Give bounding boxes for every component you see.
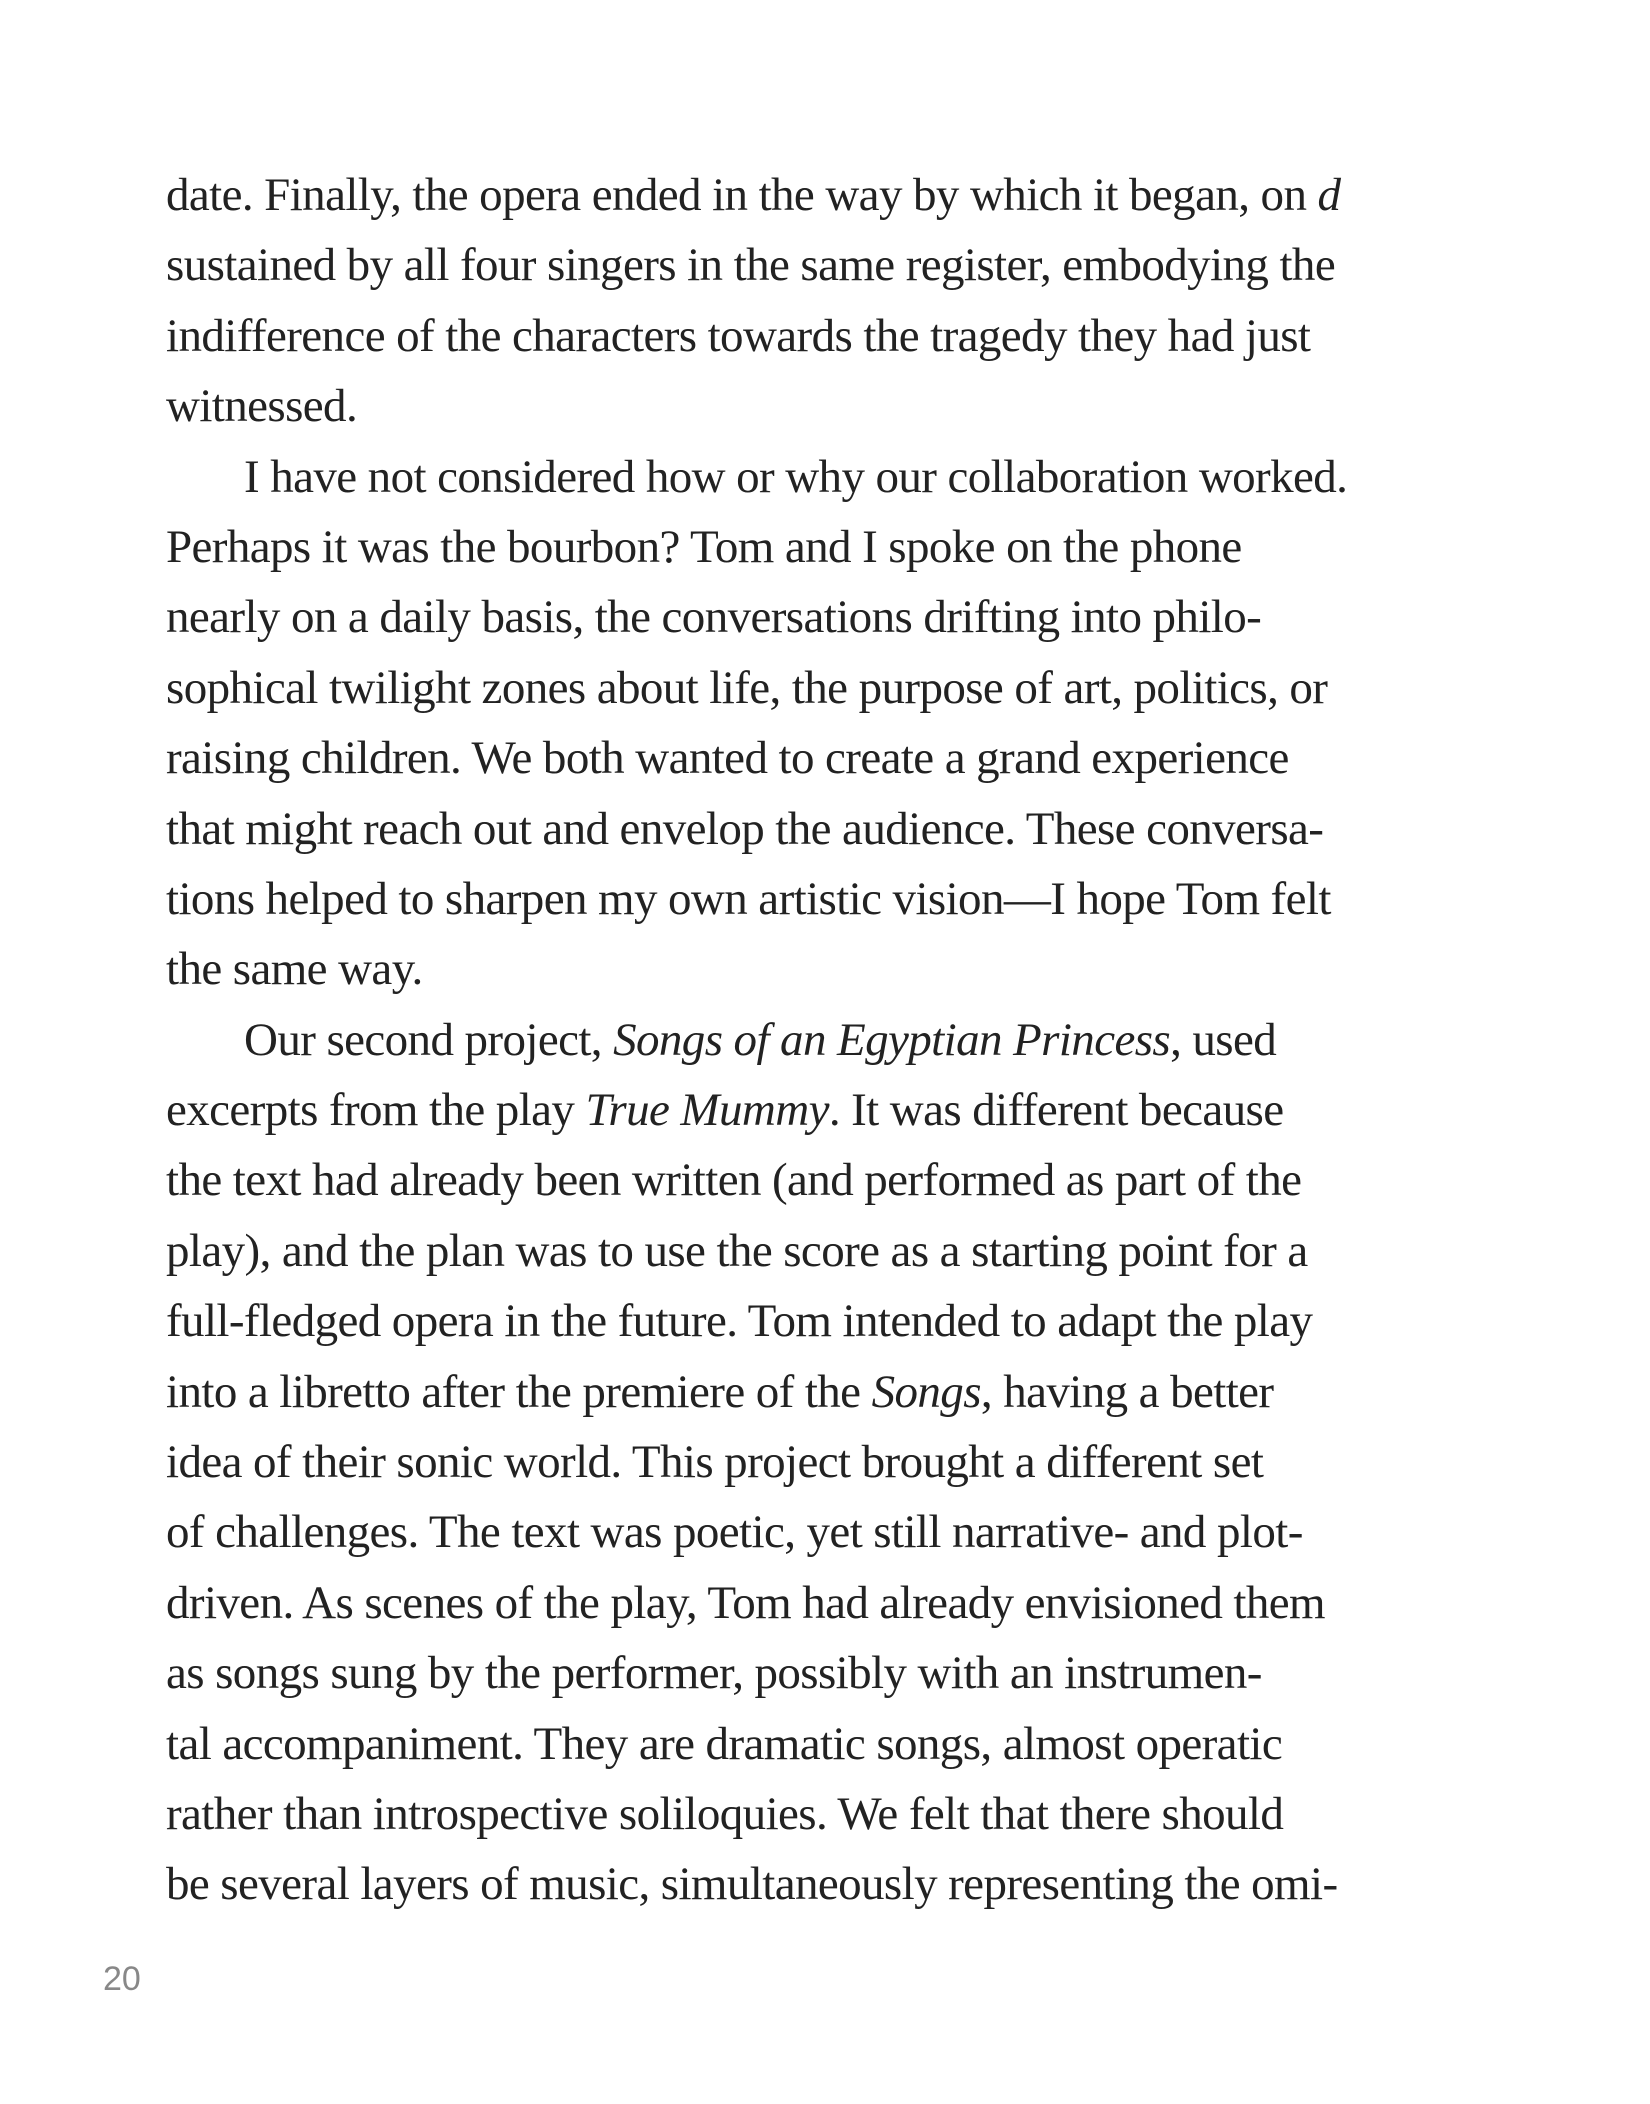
text-line bbox=[166, 1568, 1486, 1638]
text-run: as songs sung by the performer, possibly with an instrumen- bbox=[166, 1647, 1262, 1700]
text-run: be several layers of music, simultaneously representing the omi- bbox=[166, 1858, 1338, 1911]
text-line bbox=[166, 582, 1486, 652]
italic-title: Songs bbox=[871, 1365, 981, 1418]
text-run: nearly on a daily basis, the conversations drifting into philo- bbox=[166, 591, 1262, 644]
italic-title: Songs of an Egyptian Princess bbox=[613, 1013, 1171, 1066]
text-line bbox=[166, 1075, 1486, 1145]
italic-title: True Mummy bbox=[585, 1084, 829, 1137]
paragraph bbox=[166, 1005, 1486, 1920]
text-run: indifference of the characters towards the tragedy they had just bbox=[166, 309, 1311, 362]
text-line bbox=[166, 1849, 1486, 1919]
text-line bbox=[166, 1427, 1486, 1497]
text-run: of challenges. The text was poetic, yet still narrative- and plot- bbox=[166, 1506, 1303, 1559]
text-run: full-fledged opera in the future. Tom intended to adapt the play bbox=[166, 1295, 1313, 1348]
text-line bbox=[166, 1145, 1486, 1215]
text-run: Our second project, bbox=[244, 1013, 614, 1066]
text-run: Perhaps it was the bourbon? Tom and I spoke on the phone bbox=[166, 520, 1242, 573]
text-line bbox=[166, 1005, 1486, 1075]
text-line bbox=[166, 723, 1486, 793]
text-run: the same way. bbox=[166, 943, 423, 996]
body-text bbox=[166, 160, 1486, 1920]
text-run: driven. As scenes of the play, Tom had already envisioned them bbox=[166, 1576, 1326, 1629]
text-run: idea of their sonic world. This project brought a different set bbox=[166, 1436, 1264, 1489]
text-run: sophical twilight zones about life, the purpose of art, politics, or bbox=[166, 661, 1328, 714]
text-line bbox=[166, 512, 1486, 582]
text-run: raising children. We both wanted to create a grand experience bbox=[166, 732, 1289, 785]
text-run: sustained by all four singers in the same register, embodying the bbox=[166, 239, 1336, 292]
text-run: that might reach out and envelop the audience. These conversa- bbox=[166, 802, 1324, 855]
text-line bbox=[166, 864, 1486, 934]
text-run: , used bbox=[1170, 1013, 1277, 1066]
text-line bbox=[166, 1709, 1486, 1779]
text-line bbox=[166, 371, 1486, 441]
text-run: witnessed. bbox=[166, 380, 358, 433]
text-line bbox=[166, 301, 1486, 371]
text-run: excerpts from the play bbox=[166, 1084, 586, 1137]
text-line bbox=[166, 1638, 1486, 1708]
italic-title: d bbox=[1317, 169, 1341, 221]
page-number: 20 bbox=[103, 1960, 141, 1998]
text-run: , having a better bbox=[980, 1365, 1274, 1418]
text-run: the text had already been written (and performed as part of the bbox=[166, 1154, 1302, 1207]
paragraph bbox=[166, 160, 1486, 442]
text-line bbox=[166, 442, 1486, 512]
text-line bbox=[166, 230, 1486, 300]
text-line bbox=[166, 794, 1486, 864]
text-line bbox=[166, 1357, 1486, 1427]
text-run: into a libretto after the premiere of the bbox=[166, 1365, 872, 1418]
text-run: tions helped to sharpen my own artistic vision—I hope Tom felt bbox=[166, 872, 1331, 925]
text-line bbox=[166, 160, 1486, 230]
text-run: rather than introspective soliloquies. We felt that there should bbox=[166, 1787, 1284, 1840]
text-line bbox=[166, 1779, 1486, 1849]
text-run: . It was different because bbox=[828, 1084, 1284, 1137]
text-line bbox=[166, 1216, 1486, 1286]
text-run: date. Finally, the opera ended in the way by which it began, on bbox=[166, 169, 1318, 221]
paragraph bbox=[166, 442, 1486, 1005]
text-line bbox=[166, 934, 1486, 1004]
text-line bbox=[166, 1497, 1486, 1567]
text-line bbox=[166, 1286, 1486, 1356]
text-run: tal accompaniment. They are dramatic songs, almost operatic bbox=[166, 1717, 1283, 1770]
text-run: play), and the plan was to use the score as a starting point for a bbox=[166, 1224, 1308, 1277]
text-line bbox=[166, 653, 1486, 723]
text-run: I have not considered how or why our collaboration worked. bbox=[244, 450, 1348, 503]
